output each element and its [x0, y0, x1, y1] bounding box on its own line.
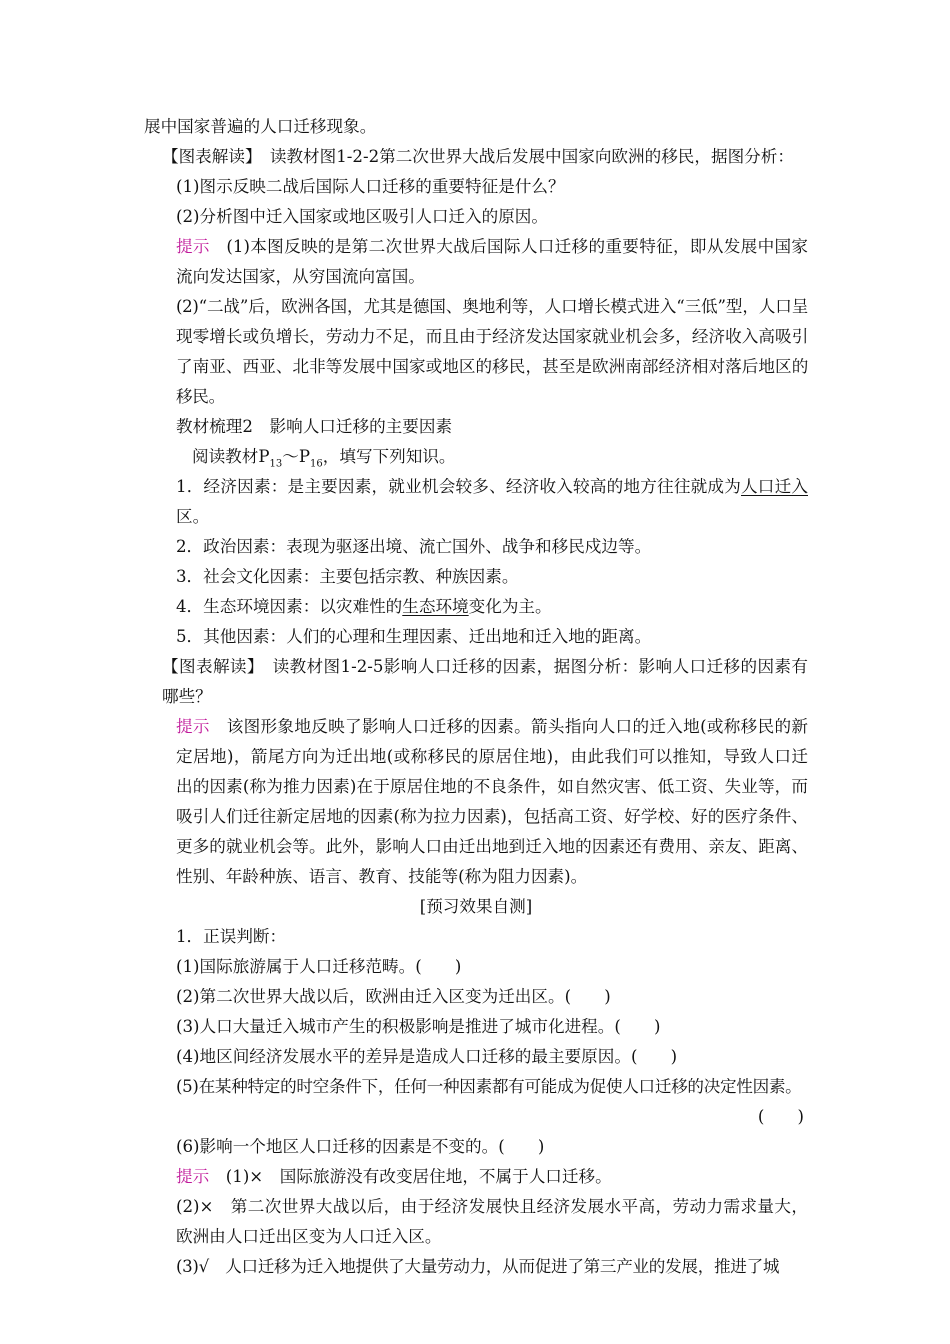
hint-label: 提示: [176, 717, 210, 736]
section-title: [预习效果自测]: [419, 897, 533, 916]
chart-reading-question: [144, 652, 808, 712]
knowledge-item-3: 3．社会文化因素：主要包括宗教、种族因素。: [176, 567, 519, 586]
knowledge-item-4: 4．生态环境因素：以灾难性的生态环境变化为主。: [176, 597, 552, 616]
judgement-item: (2)第二次世界大战以后，欧洲由迁入区变为迁出区。( ): [176, 987, 611, 1006]
chart-reading-question: [144, 142, 808, 172]
hint-text: (1)× 国际旅游没有改变居住地，不属于人口迁移。: [225, 1167, 612, 1186]
hint-paragraph: [144, 232, 808, 292]
chart-reading-tag: 【图表解读】: [162, 657, 264, 676]
hint-label: 提示: [176, 237, 210, 256]
hint-label: 提示: [176, 1167, 210, 1186]
judgement-item: (6)影响一个地区人口迁移的因素是不变的。( ): [176, 1137, 545, 1156]
hint-text: (1)本图反映的是第二次世界大战后国际人口迁移的重要特征，即从发展中国家流向发达国家，从穷国流向富国。: [176, 237, 808, 286]
chart-reading-tag: 【图表解读】: [162, 147, 262, 166]
hint-text: 该图形象地反映了影响人口迁移的因素。箭头指向人口的迁入地(或称移民的新定居地)，箭尾方向为迁出地(或称移民的原居住地)，由此我们可以推知，导致人口迁出的因素(称为推力因素)在于原居住地的不良条件，如自然灾害、低工资、失业等，而吸引人们迁往新定居地的因素(称为拉力因素)，包括高工资、好学校、好的医疗条件、更多的就业机会等。此外，影响人口由迁出地到迁入地的因素还有费用、亲友、距离、性别、年龄种族、语言、教育、技能等(称为阻力因素)。: [176, 717, 808, 886]
knowledge-item-5: 5．其他因素：人们的心理和生理因素、迁出地和迁入地的距离。: [176, 627, 652, 646]
fill-answer: 生态环境: [402, 597, 469, 616]
answer-explanation: (2)× 第二次世界大战以后，由于经济发展快且经济发展水平高，劳动力需求量大，欧洲由人口迁出区变为人口迁入区。: [176, 1197, 808, 1246]
answer-paragraph: (2)“二战”后，欧洲各国，尤其是德国、奥地利等，人口增长模式进入“三低”型，人口呈现零增长或负增长，劳动力不足，而且由于经济发达国家就业机会多，经济收入高吸引了南亚、西亚、北非等发展中国家或地区的移民，甚至是欧洲南部经济相对落后地区的移民。: [176, 297, 808, 406]
hint-paragraph: [144, 712, 808, 892]
text-line: 读教材图1-2-5影响人口迁移的因素，据图分析：影响人口迁移的因素有哪些？: [162, 657, 808, 706]
text-line: 读教材图1-2-2第二次世界大战后发展中国家向欧洲的移民，据图分析：: [269, 147, 794, 166]
fill-answer: 人口迁入: [741, 477, 808, 496]
question-2: (2)分析图中迁入国家或地区吸引人口迁入的原因。: [176, 207, 548, 226]
exercise-heading: 1．正误判断：: [176, 927, 287, 946]
document-body: [144, 112, 808, 1282]
judgement-item: (5)在某种特定的时空条件下，任何一种因素都有可能成为促使人口迁移的决定性因素。: [176, 1077, 802, 1096]
judgement-item: (4)地区间经济发展水平的差异是造成人口迁移的最主要原因。( ): [176, 1047, 678, 1066]
judgement-item: (1)国际旅游属于人口迁移范畴。( ): [176, 957, 462, 976]
knowledge-item-2: 2．政治因素：表现为驱逐出境、流亡国外、战争和移民戍边等。: [176, 537, 652, 556]
question-1: (1)图示反映二战后国际人口迁移的重要特征是什么？: [176, 177, 565, 196]
answer-blank: ( ): [757, 1107, 804, 1126]
judgement-item: (3)人口大量迁入城市产生的积极影响是推进了城市化进程。( ): [176, 1017, 661, 1036]
section-heading: 教材梳理2 影响人口迁移的主要因素: [176, 417, 453, 436]
reading-instruction: 阅读教材$P_{13}\sim P_{16}$，填写下列知识。: [192, 447, 456, 470]
knowledge-item-1: 1．经济因素：是主要因素，就业机会较多、经济收入较高的地方往往就成为人口迁入区。: [176, 477, 808, 526]
text-line: 展中国家普遍的人口迁移现象。: [144, 117, 377, 136]
hint-paragraph: [144, 1162, 808, 1192]
answer-explanation: (3)√ 人口迁移为迁入地提供了大量劳动力，从而促进了第三产业的发展，推进了城: [176, 1257, 780, 1276]
